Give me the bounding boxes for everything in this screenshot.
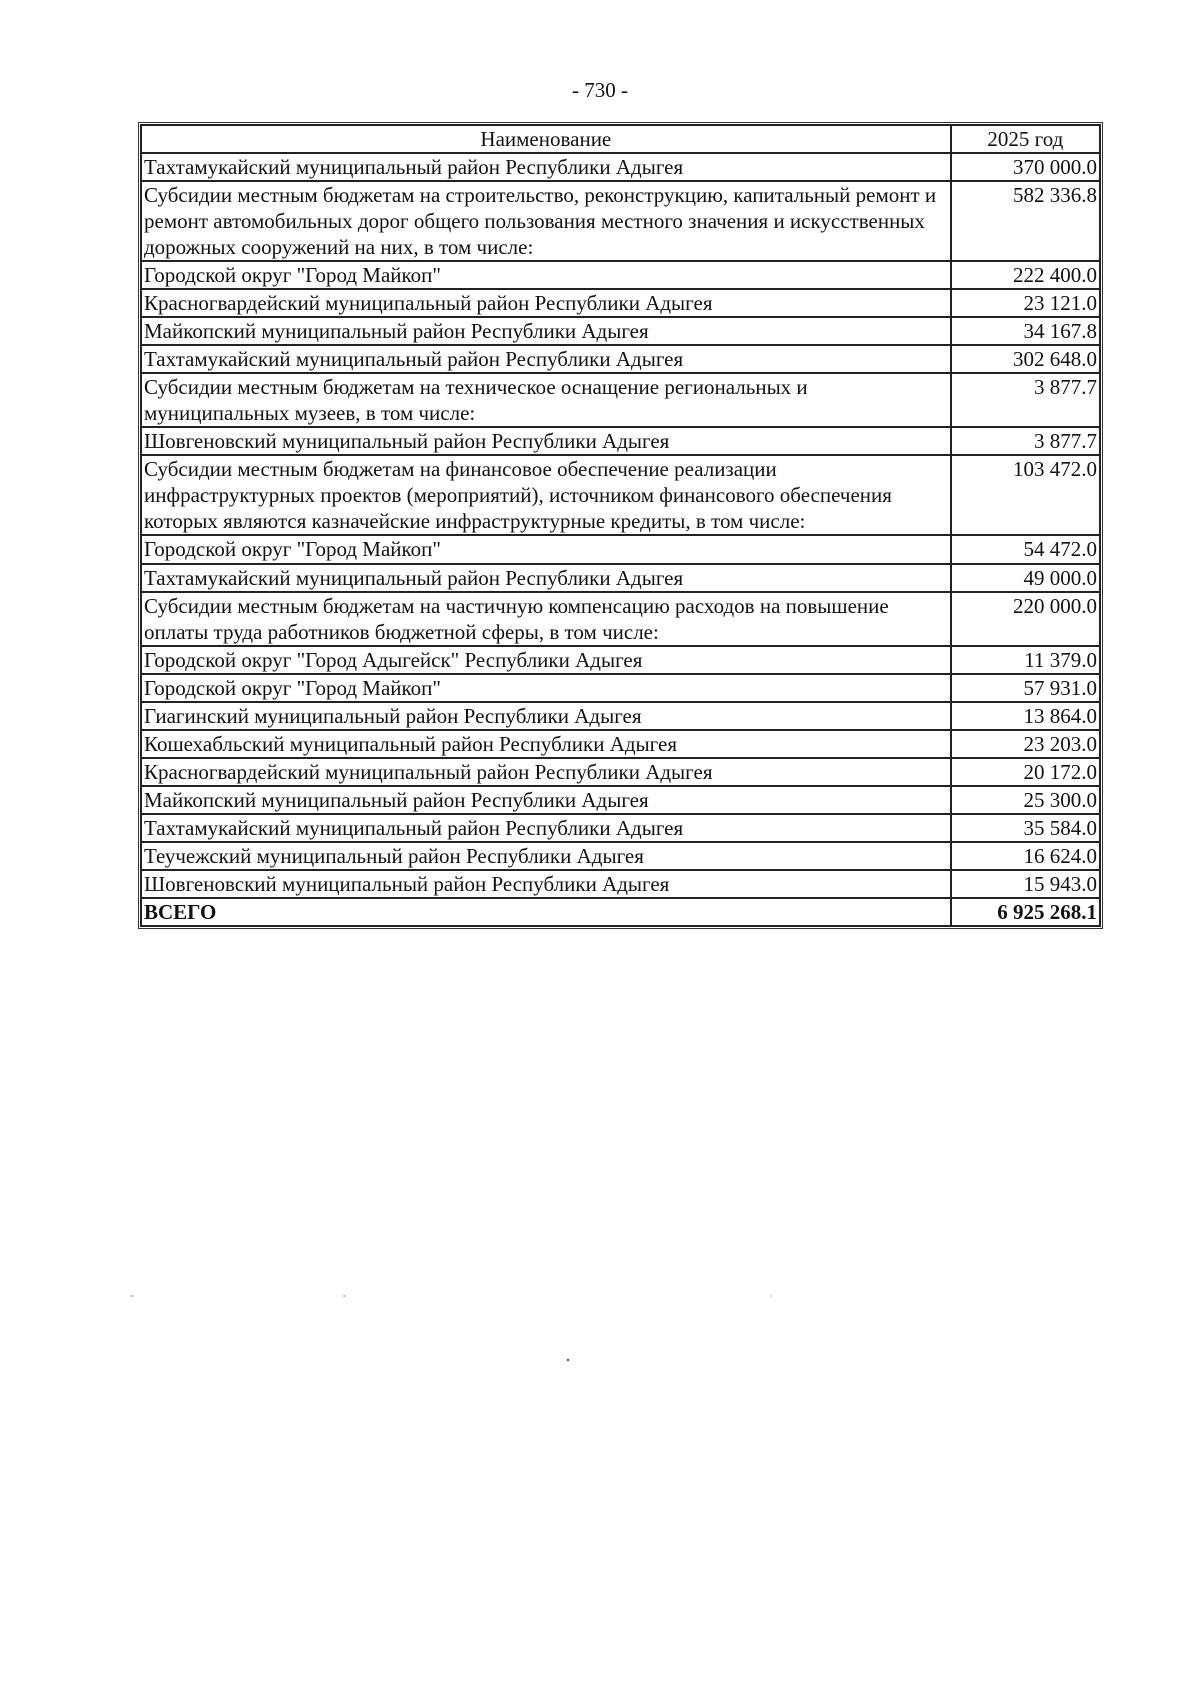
row-name: Тахтамукайский муниципальный район Республики Адыгея (141, 814, 951, 842)
row-value: 3 877.7 (951, 373, 1100, 427)
row-value: 103 472.0 (951, 455, 1100, 535)
header-name: Наименование (141, 125, 951, 153)
table-row (141, 289, 1100, 317)
total-value: 6 925 268.1 (951, 898, 1100, 926)
table-row (141, 345, 1100, 373)
table-row (141, 870, 1100, 898)
row-value: 57 931.0 (951, 674, 1100, 702)
table-row (141, 455, 1100, 535)
table-row (141, 646, 1100, 674)
row-name: Городской округ "Город Майкоп" (141, 261, 951, 289)
row-name: Красногвардейский муниципальный район Республики Адыгея (141, 289, 951, 317)
row-name: Майкопский муниципальный район Республики Адыгея (141, 786, 951, 814)
table-row (141, 674, 1100, 702)
row-value: 222 400.0 (951, 261, 1100, 289)
table-row (141, 786, 1100, 814)
row-name: Тахтамукайский муниципальный район Республики Адыгея (141, 153, 951, 181)
budget-table-grid (140, 124, 1101, 927)
total-row (141, 898, 1100, 926)
table-row (141, 730, 1100, 758)
row-value: 11 379.0 (951, 646, 1100, 674)
table-row (141, 842, 1100, 870)
row-value: 13 864.0 (951, 702, 1100, 730)
row-name: Субсидии местным бюджетам на строительство, реконструкцию, капитальный ремонт и ремонт автомобильных дорог общего пользования местного значения и искусственных дорожных сооружений на них, в том числе: (141, 181, 951, 261)
row-name: Городской округ "Город Майкоп" (141, 535, 951, 563)
table-row (141, 427, 1100, 455)
row-value: 49 000.0 (951, 564, 1100, 592)
row-name: Тахтамукайский муниципальный район Республики Адыгея (141, 345, 951, 373)
row-name: Теучежский муниципальный район Республики Адыгея (141, 842, 951, 870)
table-row (141, 153, 1100, 181)
row-value: 23 121.0 (951, 289, 1100, 317)
row-name: Тахтамукайский муниципальный район Республики Адыгея (141, 564, 951, 592)
table-row (141, 535, 1100, 563)
page-number: - 730 - (572, 78, 628, 102)
row-value: 15 943.0 (951, 870, 1100, 898)
row-name: Гиагинский муниципальный район Республики Адыгея (141, 702, 951, 730)
header-year: 2025 год (951, 125, 1100, 153)
row-value: 16 624.0 (951, 842, 1100, 870)
table-row (141, 564, 1100, 592)
row-name: Шовгеновский муниципальный район Республики Адыгея (141, 427, 951, 455)
table-row (141, 373, 1100, 427)
table-body (141, 153, 1100, 926)
total-label: ВСЕГО (141, 898, 951, 926)
budget-table (138, 122, 1103, 929)
row-name: Субсидии местным бюджетам на финансовое обеспечение реализации инфраструктурных проектов (мероприятий), источником финансового обеспечения которых являются казначейские инфраструктурные кредиты, в том числе: (141, 455, 951, 535)
row-name: Городской округ "Город Майкоп" (141, 674, 951, 702)
row-name: Субсидии местным бюджетам на техническое оснащение региональных и муниципальных музеев, в том числе: (141, 373, 951, 427)
row-value: 23 203.0 (951, 730, 1100, 758)
row-value: 370 000.0 (951, 153, 1100, 181)
table-row (141, 758, 1100, 786)
scan-speck (567, 1359, 569, 1361)
row-name: Красногвардейский муниципальный район Республики Адыгея (141, 758, 951, 786)
row-value: 34 167.8 (951, 317, 1100, 345)
row-value: 54 472.0 (951, 535, 1100, 563)
row-value: 35 584.0 (951, 814, 1100, 842)
table-row (141, 181, 1100, 261)
row-value: 302 648.0 (951, 345, 1100, 373)
table-row (141, 814, 1100, 842)
table-row (141, 702, 1100, 730)
table-header-row (141, 125, 1100, 153)
row-value: 582 336.8 (951, 181, 1100, 261)
row-name: Шовгеновский муниципальный район Республики Адыгея (141, 870, 951, 898)
row-name: Субсидии местным бюджетам на частичную компенсацию расходов на повышение оплаты труда работников бюджетной сферы, в том числе: (141, 592, 951, 646)
table-row (141, 317, 1100, 345)
row-name: Городской округ "Город Адыгейск" Республики Адыгея (141, 646, 951, 674)
row-name: Майкопский муниципальный район Республики Адыгея (141, 317, 951, 345)
row-value: 25 300.0 (951, 786, 1100, 814)
row-value: 220 000.0 (951, 592, 1100, 646)
row-value: 3 877.7 (951, 427, 1100, 455)
row-name: Кошехабльский муниципальный район Республики Адыгея (141, 730, 951, 758)
table-row (141, 261, 1100, 289)
table-row (141, 592, 1100, 646)
row-value: 20 172.0 (951, 758, 1100, 786)
